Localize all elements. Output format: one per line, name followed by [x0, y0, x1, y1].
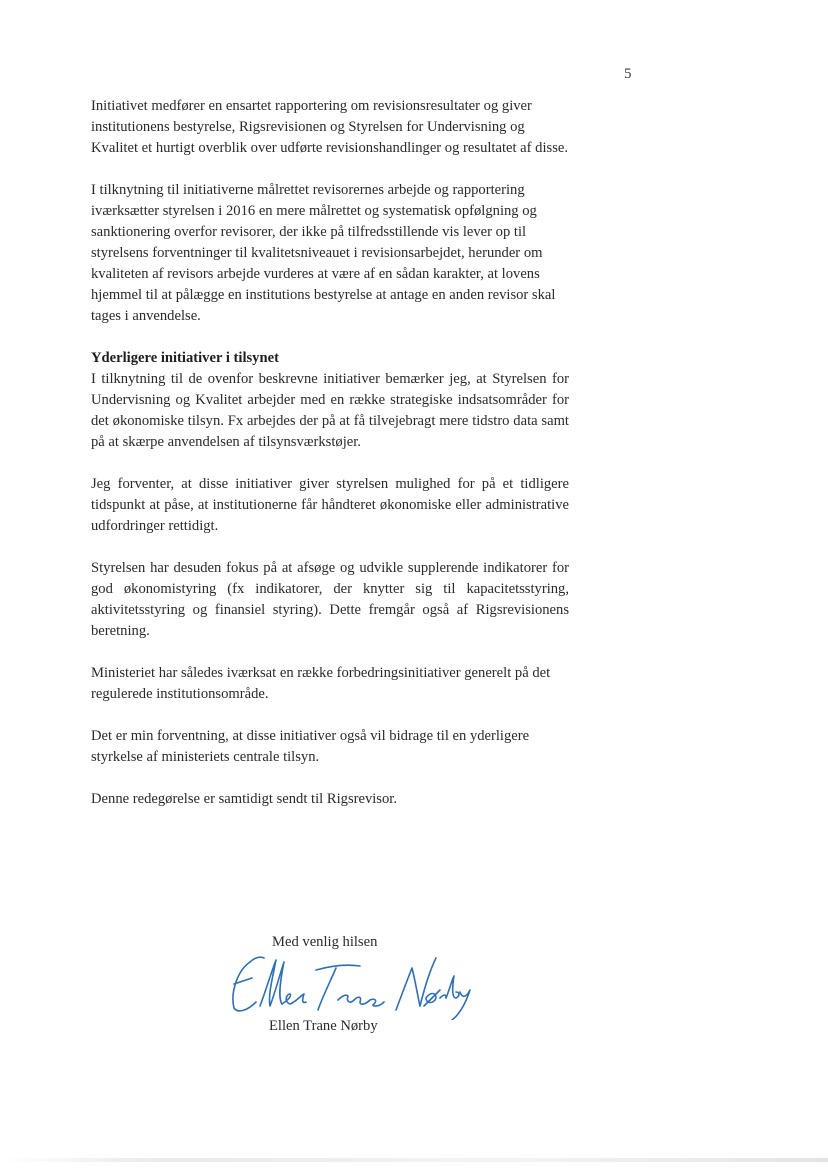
paragraph-5: Styrelsen har desuden fokus på at afsøge og udvikle supplerende indikatorer for god økonomistyring (fx indikatorer, der knytter sig til kapacitetsstyring, aktivitetsstyring og finansiel styring). Dette fremgår også af Rigsrevisionens beretning. — [91, 560, 569, 639]
signer-name: Ellen Trane Nørby — [269, 1018, 378, 1034]
section-heading: Yderligere initiativer i tilsynet — [91, 350, 279, 366]
handwritten-signature — [220, 940, 480, 1020]
page-number: 5 — [624, 66, 632, 82]
scan-edge-line — [0, 1158, 828, 1162]
paragraph-4: Jeg forventer, at disse initiativer giver styrelsen mulighed for på et tidligere tidspunkt at påse, at institutionerne får håndteret økonomiske eller administrative udfordringer rettidigt. — [91, 476, 569, 534]
paragraph-6: Ministeriet har således iværksat en række forbedringsinitiativer generelt på det regulerede institutionsområde. — [91, 665, 551, 702]
paragraph-1: Initiativet medfører en ensartet rapportering om revisionsresultater og giver institutionens bestyrelse, Rigsrevisionen og Styrelsen for Undervisning og Kvalitet et hurtigt overblik over udførte revisionshandlinger og resultatet af disse. — [91, 98, 569, 156]
paragraph-7: Det er min forventning, at disse initiativer også vil bidrage til en yderligere styrkelse af ministeriets centrale tilsyn. — [91, 728, 530, 765]
closing-block — [270, 932, 530, 1052]
paragraph-3: I tilknytning til de ovenfor beskrevne initiativer bemærker jeg, at Styrelsen for Undervisning og Kvalitet arbejder med en række strategiske indsatsområder for det økonomiske tilsyn. Fx arbejdes der på at få tilvejebragt mere tidstro data samt på at skærpe anvendelsen af tilsynsværkstøjer. — [91, 371, 569, 450]
closing-greeting: Med venlig hilsen — [272, 934, 378, 950]
letter-body — [91, 96, 569, 810]
paragraph-8: Denne redegørelse er samtidigt sendt til Rigsrevisor. — [91, 791, 397, 807]
paragraph-2: I tilknytning til initiativerne målrettet revisorernes arbejde og rapportering iværksætter styrelsen i 2016 en mere målrettet og systematisk opfølgning og sanktionering overfor revisorer, der ikke på tilfredsstillende vis lever op til styrelsens forventninger til kvalitetsniveauet i revisionsarbejdet, herunder om kvaliteten af revisors arbejde vurderes at være af en sådan karakter, at lovens hjemmel til at pålægge en institutions bestyrelse at antage en anden revisor skal tages i anvendelse. — [91, 182, 556, 324]
